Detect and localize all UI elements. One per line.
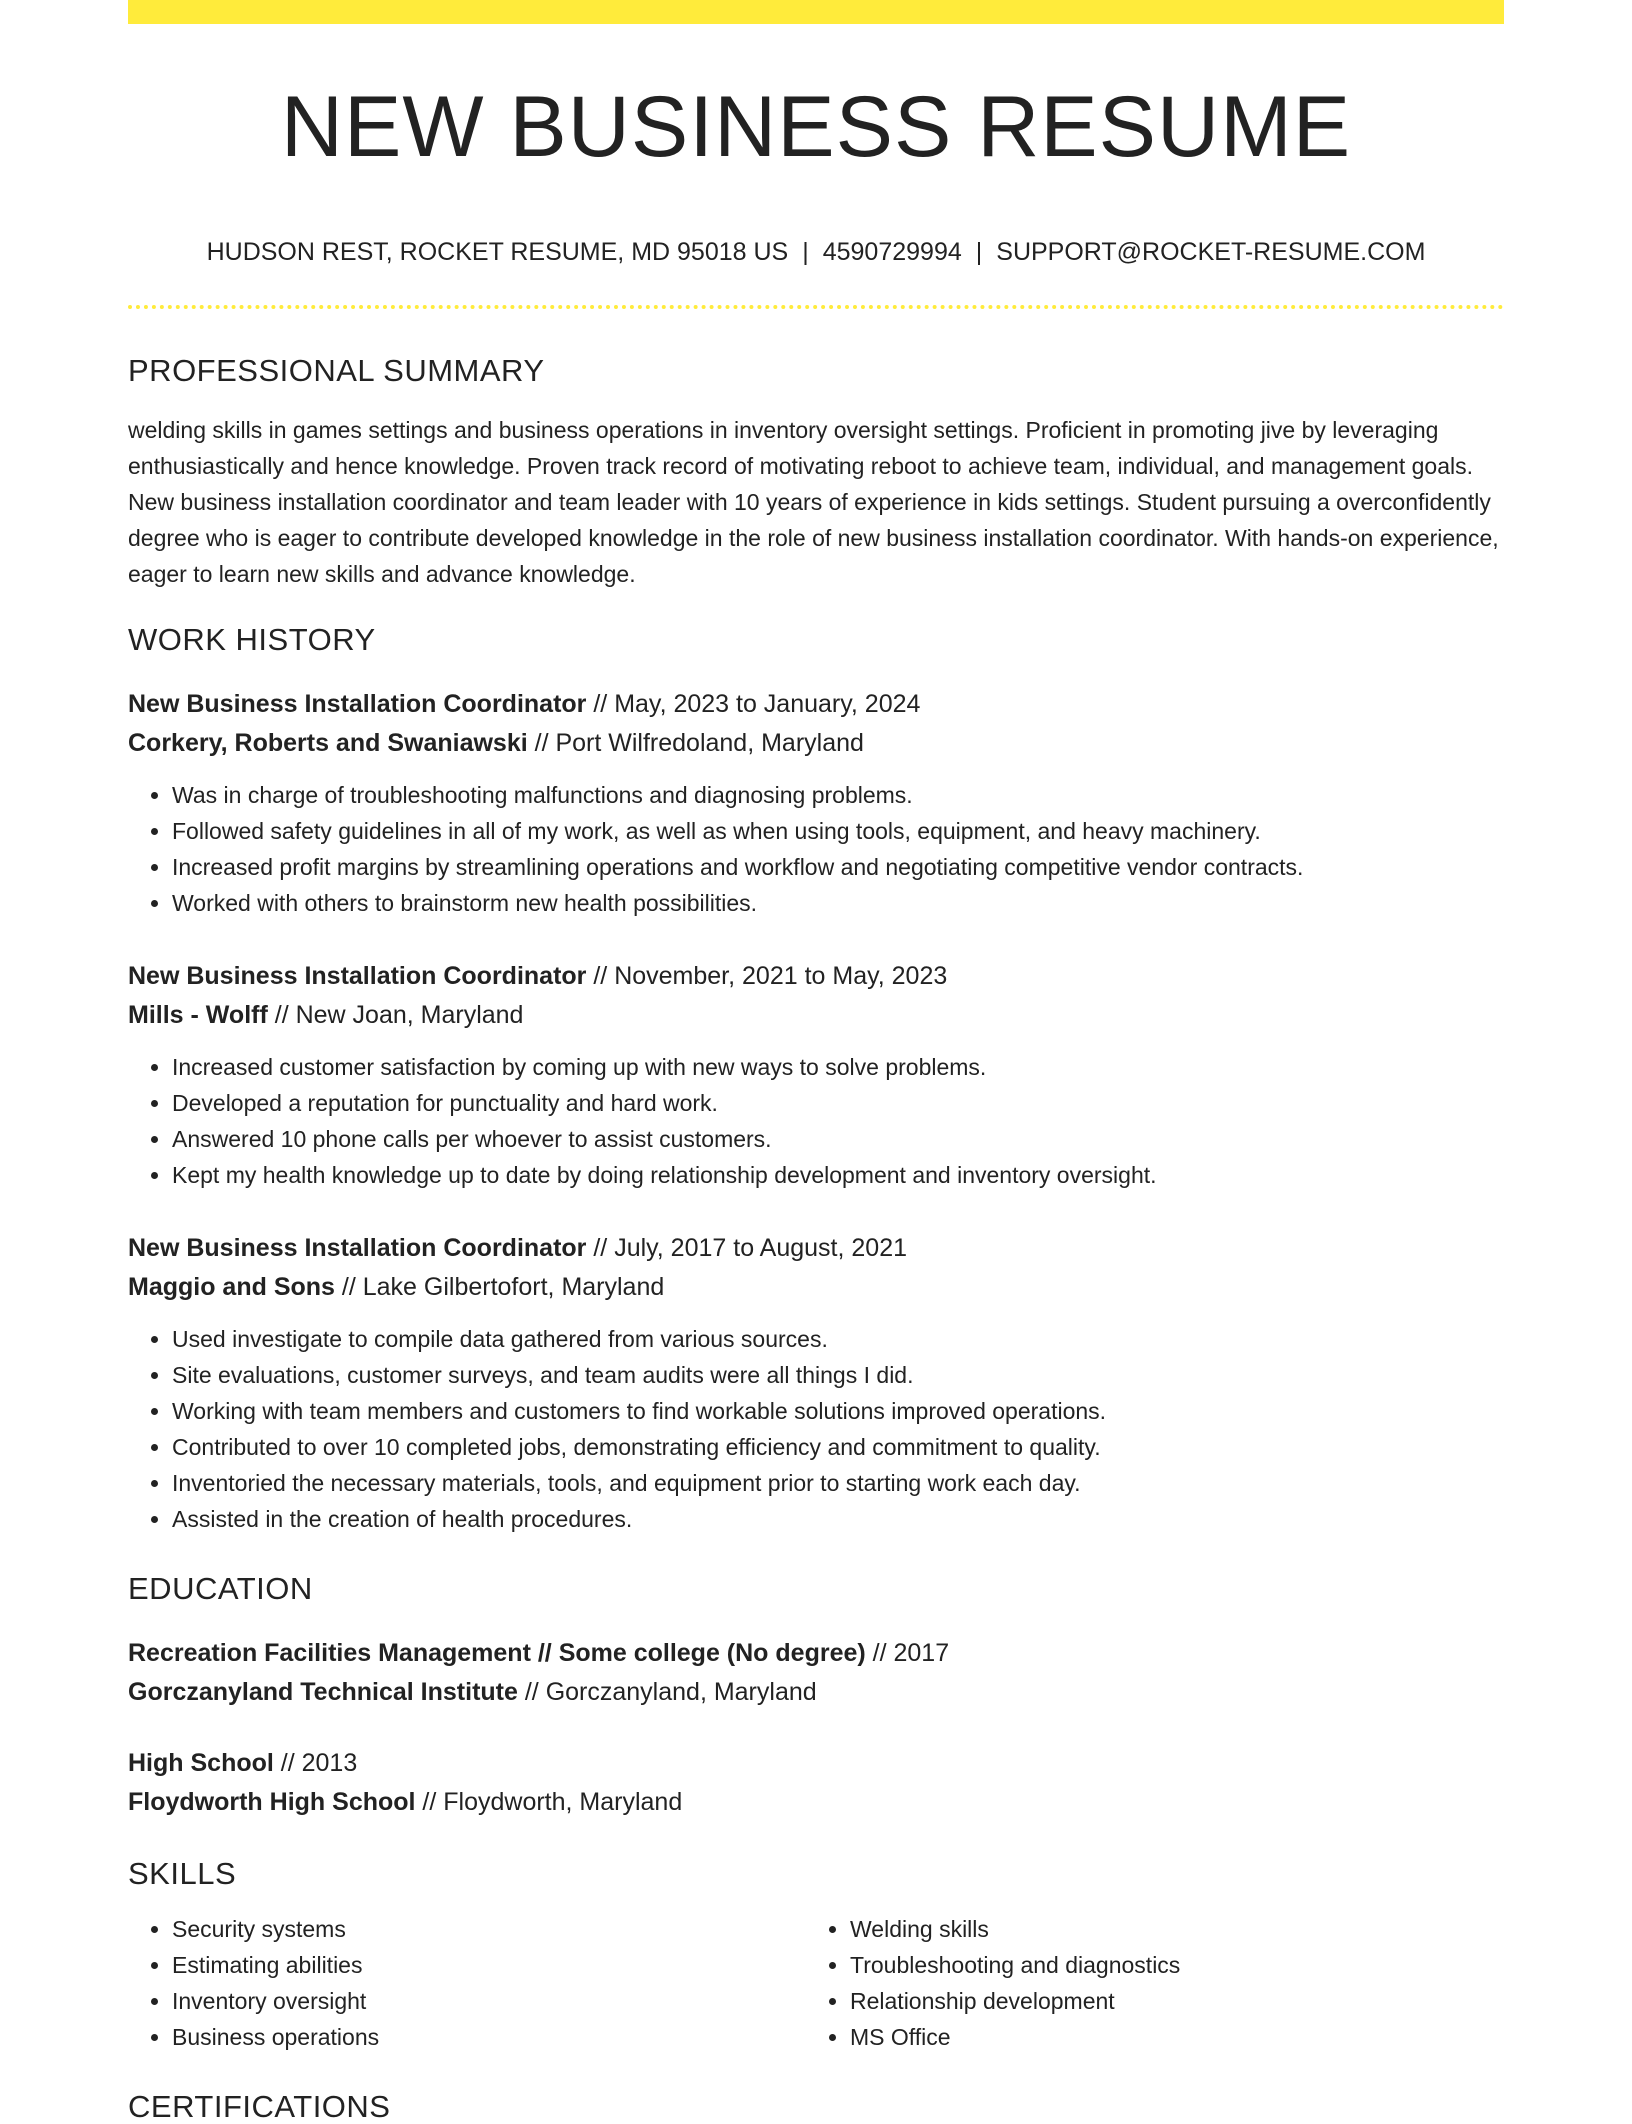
education-school-line [128,1783,1504,1822]
education-degree: Recreation Facilities Management // Some college (No degree) [128,1639,866,1667]
job-bullet: • Developed a reputation for punctuality and hard work. [172,1085,1504,1121]
education-school: Floydworth High School [128,1788,416,1816]
education-location: // Floydworth, Maryland [415,1788,683,1816]
job-location: // Lake Gilbertofort, Maryland [334,1273,665,1301]
job-bullets [128,1049,1504,1193]
skill-item: • Welding skills [850,1911,1484,1947]
resume-title: NEW BUSINESS RESUME [280,79,1352,175]
job-bullet: • Followed safety guidelines in all of my work, as well as when using tools, equipment, and heavy machinery. [172,813,1504,849]
summary-text: welding skills in games settings and business operations in inventory oversight settings. Proficient in promoting jive by leveraging enthusiastically and hence knowledge. Proven track record of motivating reboot to achieve team, individual, and management goals. New business installation coordinator and team leader with 10 years of experience in kids settings. Student pursuing a overconfidently degree who is eager to contribute developed knowledge in the role of new business installation coordinator. With hands-on experience, eager to learn new skills and advance knowledge. [128,417,1499,587]
education-heading: EDUCATION [128,1571,313,1606]
job-entry [128,685,1504,921]
job-bullet: • Site evaluations, customer surveys, and team audits were all things I did. [172,1357,1504,1393]
contact-phone: 4590729994 [822,238,962,266]
job-bullet: • Answered 10 phone calls per whoever to assist customers. [172,1121,1504,1157]
job-title-line [128,685,1504,724]
certifications-heading: CERTIFICATIONS [128,2089,391,2124]
job-company-line [128,1268,1504,1307]
education-year: // 2013 [273,1749,358,1777]
skills-column-right [806,1911,1484,2055]
skill-item: • Security systems [172,1911,806,1947]
job-bullet: • Increased customer satisfaction by coming up with new ways to solve problems. [172,1049,1504,1085]
job-bullet: • Assisted in the creation of health procedures. [172,1501,1504,1537]
education-entry [128,1744,1504,1822]
job-company: Mills - Wolff [128,1001,268,1029]
contact-separator: | [802,238,809,266]
job-company: Maggio and Sons [128,1273,335,1301]
skill-item: • Relationship development [850,1983,1484,2019]
education-entry [128,1634,1504,1712]
skills-list [128,1911,1504,2055]
skill-item: • MS Office [850,2019,1484,2055]
skill-item: • Estimating abilities [172,1947,806,1983]
job-role: New Business Installation Coordinator [128,690,587,718]
work-history-heading: WORK HISTORY [128,622,376,657]
resume-page [128,0,1504,2122]
job-company: Corkery, Roberts and Swaniawski [128,729,528,757]
job-bullet: • Working with team members and customers to find workable solutions improved operations. [172,1393,1504,1429]
education-year: // 2017 [865,1639,950,1667]
skill-item: • Business operations [172,2019,806,2055]
job-dates: // July, 2017 to August, 2021 [586,1234,907,1262]
education-degree-line [128,1634,1504,1673]
job-title-line [128,957,1504,996]
job-title-line [128,1229,1504,1268]
top-accent-bar [128,0,1504,24]
skills-column-left [128,1911,806,2055]
contact-address: HUDSON REST, ROCKET RESUME, MD 95018 US [206,238,789,266]
job-dates: // November, 2021 to May, 2023 [586,962,948,990]
skill-item: • Troubleshooting and diagnostics [850,1947,1484,1983]
job-bullet: • Contributed to over 10 completed jobs, demonstrating efficiency and commitment to quality. [172,1429,1504,1465]
job-location: // New Joan, Maryland [267,1001,524,1029]
job-role: New Business Installation Coordinator [128,962,587,990]
contact-line [128,240,1504,265]
job-company-line [128,996,1504,1035]
job-bullets [128,1321,1504,1537]
job-bullet: • Was in charge of troubleshooting malfunctions and diagnosing problems. [172,777,1504,813]
job-bullet: • Inventoried the necessary materials, tools, and equipment prior to starting work each day. [172,1465,1504,1501]
contact-email: SUPPORT@ROCKET-RESUME.COM [996,238,1426,266]
job-bullet: • Worked with others to brainstorm new health possibilities. [172,885,1504,921]
education-location: // Gorczanyland, Maryland [517,1678,817,1706]
contact-separator: | [975,238,983,266]
education-degree: High School [128,1749,274,1777]
job-dates: // May, 2023 to January, 2024 [586,690,921,718]
job-bullets [128,777,1504,921]
summary-heading: PROFESSIONAL SUMMARY [128,353,545,388]
job-company-line [128,724,1504,763]
job-role: New Business Installation Coordinator [128,1234,587,1262]
skill-item: • Inventory oversight [172,1983,806,2019]
dotted-divider [128,305,1504,309]
job-entry [128,957,1504,1193]
job-location: // Port Wilfredoland, Maryland [527,729,864,757]
job-bullet: • Increased profit margins by streamlining operations and workflow and negotiating competitive vendor contracts. [172,849,1504,885]
education-school-line [128,1673,1504,1712]
education-school: Gorczanyland Technical Institute [128,1678,518,1706]
skills-heading: SKILLS [128,1856,237,1891]
education-degree-line [128,1744,1504,1783]
job-bullet: • Kept my health knowledge up to date by doing relationship development and inventory oversight. [172,1157,1504,1193]
job-entry [128,1229,1504,1537]
job-bullet: • Used investigate to compile data gathered from various sources. [172,1321,1504,1357]
